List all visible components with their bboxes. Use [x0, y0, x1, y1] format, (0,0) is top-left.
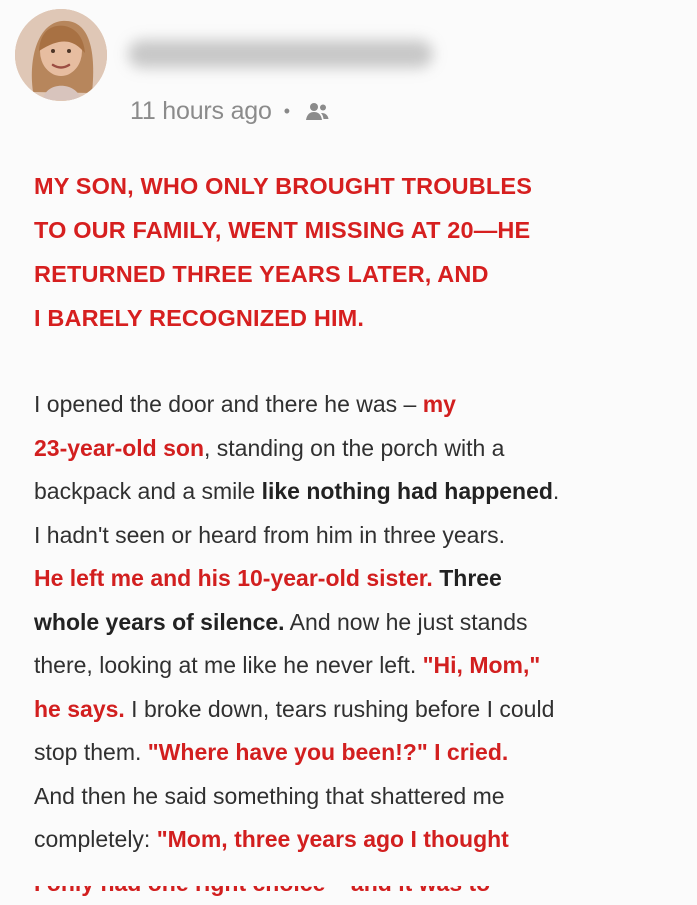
highlighted-text: my [423, 391, 456, 417]
post-timestamp[interactable]: 11 hours ago [130, 97, 272, 126]
bold-text: Three [439, 565, 502, 591]
story-text: there, looking at me like he never left. [34, 652, 423, 678]
meta-separator: • [284, 101, 290, 122]
post-meta [130, 94, 331, 128]
story-line [34, 644, 676, 688]
story-line [34, 731, 676, 775]
headline-line: MY SON, WHO ONLY BROUGHT TROUBLES [34, 164, 674, 208]
story-line [34, 557, 676, 601]
story-line [34, 775, 676, 819]
story-line [34, 514, 676, 558]
story-line [34, 383, 676, 427]
story-line [34, 688, 676, 732]
story-text: I hadn't seen or heard from him in three years. [34, 522, 505, 548]
headline-line: RETURNED THREE YEARS LATER, AND [34, 252, 674, 296]
story-text: And now he just stands [285, 609, 528, 635]
story-line [34, 818, 676, 862]
story-text: And then he said something that shattered me [34, 783, 505, 809]
post-body [34, 383, 676, 905]
story-line [34, 470, 676, 514]
blurred-username[interactable] [128, 40, 433, 68]
bold-text: whole years of silence. [34, 609, 285, 635]
highlighted-text: "Mom, three years ago I thought [157, 826, 509, 852]
story-line [34, 601, 676, 645]
post-headline [34, 164, 674, 340]
highlighted-text: "Where have you been!?" I cried. [148, 739, 509, 765]
headline-line: I BARELY RECOGNIZED HIM. [34, 296, 674, 340]
highlighted-text: 23-year-old son [34, 435, 204, 461]
story-text: stop them. [34, 739, 148, 765]
highlighted-text: He left me and his 10-year-old sister. [34, 565, 433, 591]
cropped-bottom-edge [0, 874, 697, 886]
headline-line: TO OUR FAMILY, WENT MISSING AT 20—HE [34, 208, 674, 252]
story-line [34, 427, 676, 471]
story-text: I opened the door and there he was – [34, 391, 423, 417]
bold-text: like nothing had happened [262, 478, 553, 504]
story-text: completely: [34, 826, 157, 852]
story-text: backpack and a smile [34, 478, 262, 504]
avatar-portrait [15, 9, 107, 101]
highlighted-text: "Hi, Mom," [423, 652, 541, 678]
story-text: I broke down, tears rushing before I could [125, 696, 555, 722]
group-icon [301, 99, 331, 123]
story-text: . [553, 478, 559, 504]
user-avatar[interactable] [15, 9, 107, 101]
story-text: , standing on the porch with a [204, 435, 504, 461]
highlighted-text: he says. [34, 696, 125, 722]
